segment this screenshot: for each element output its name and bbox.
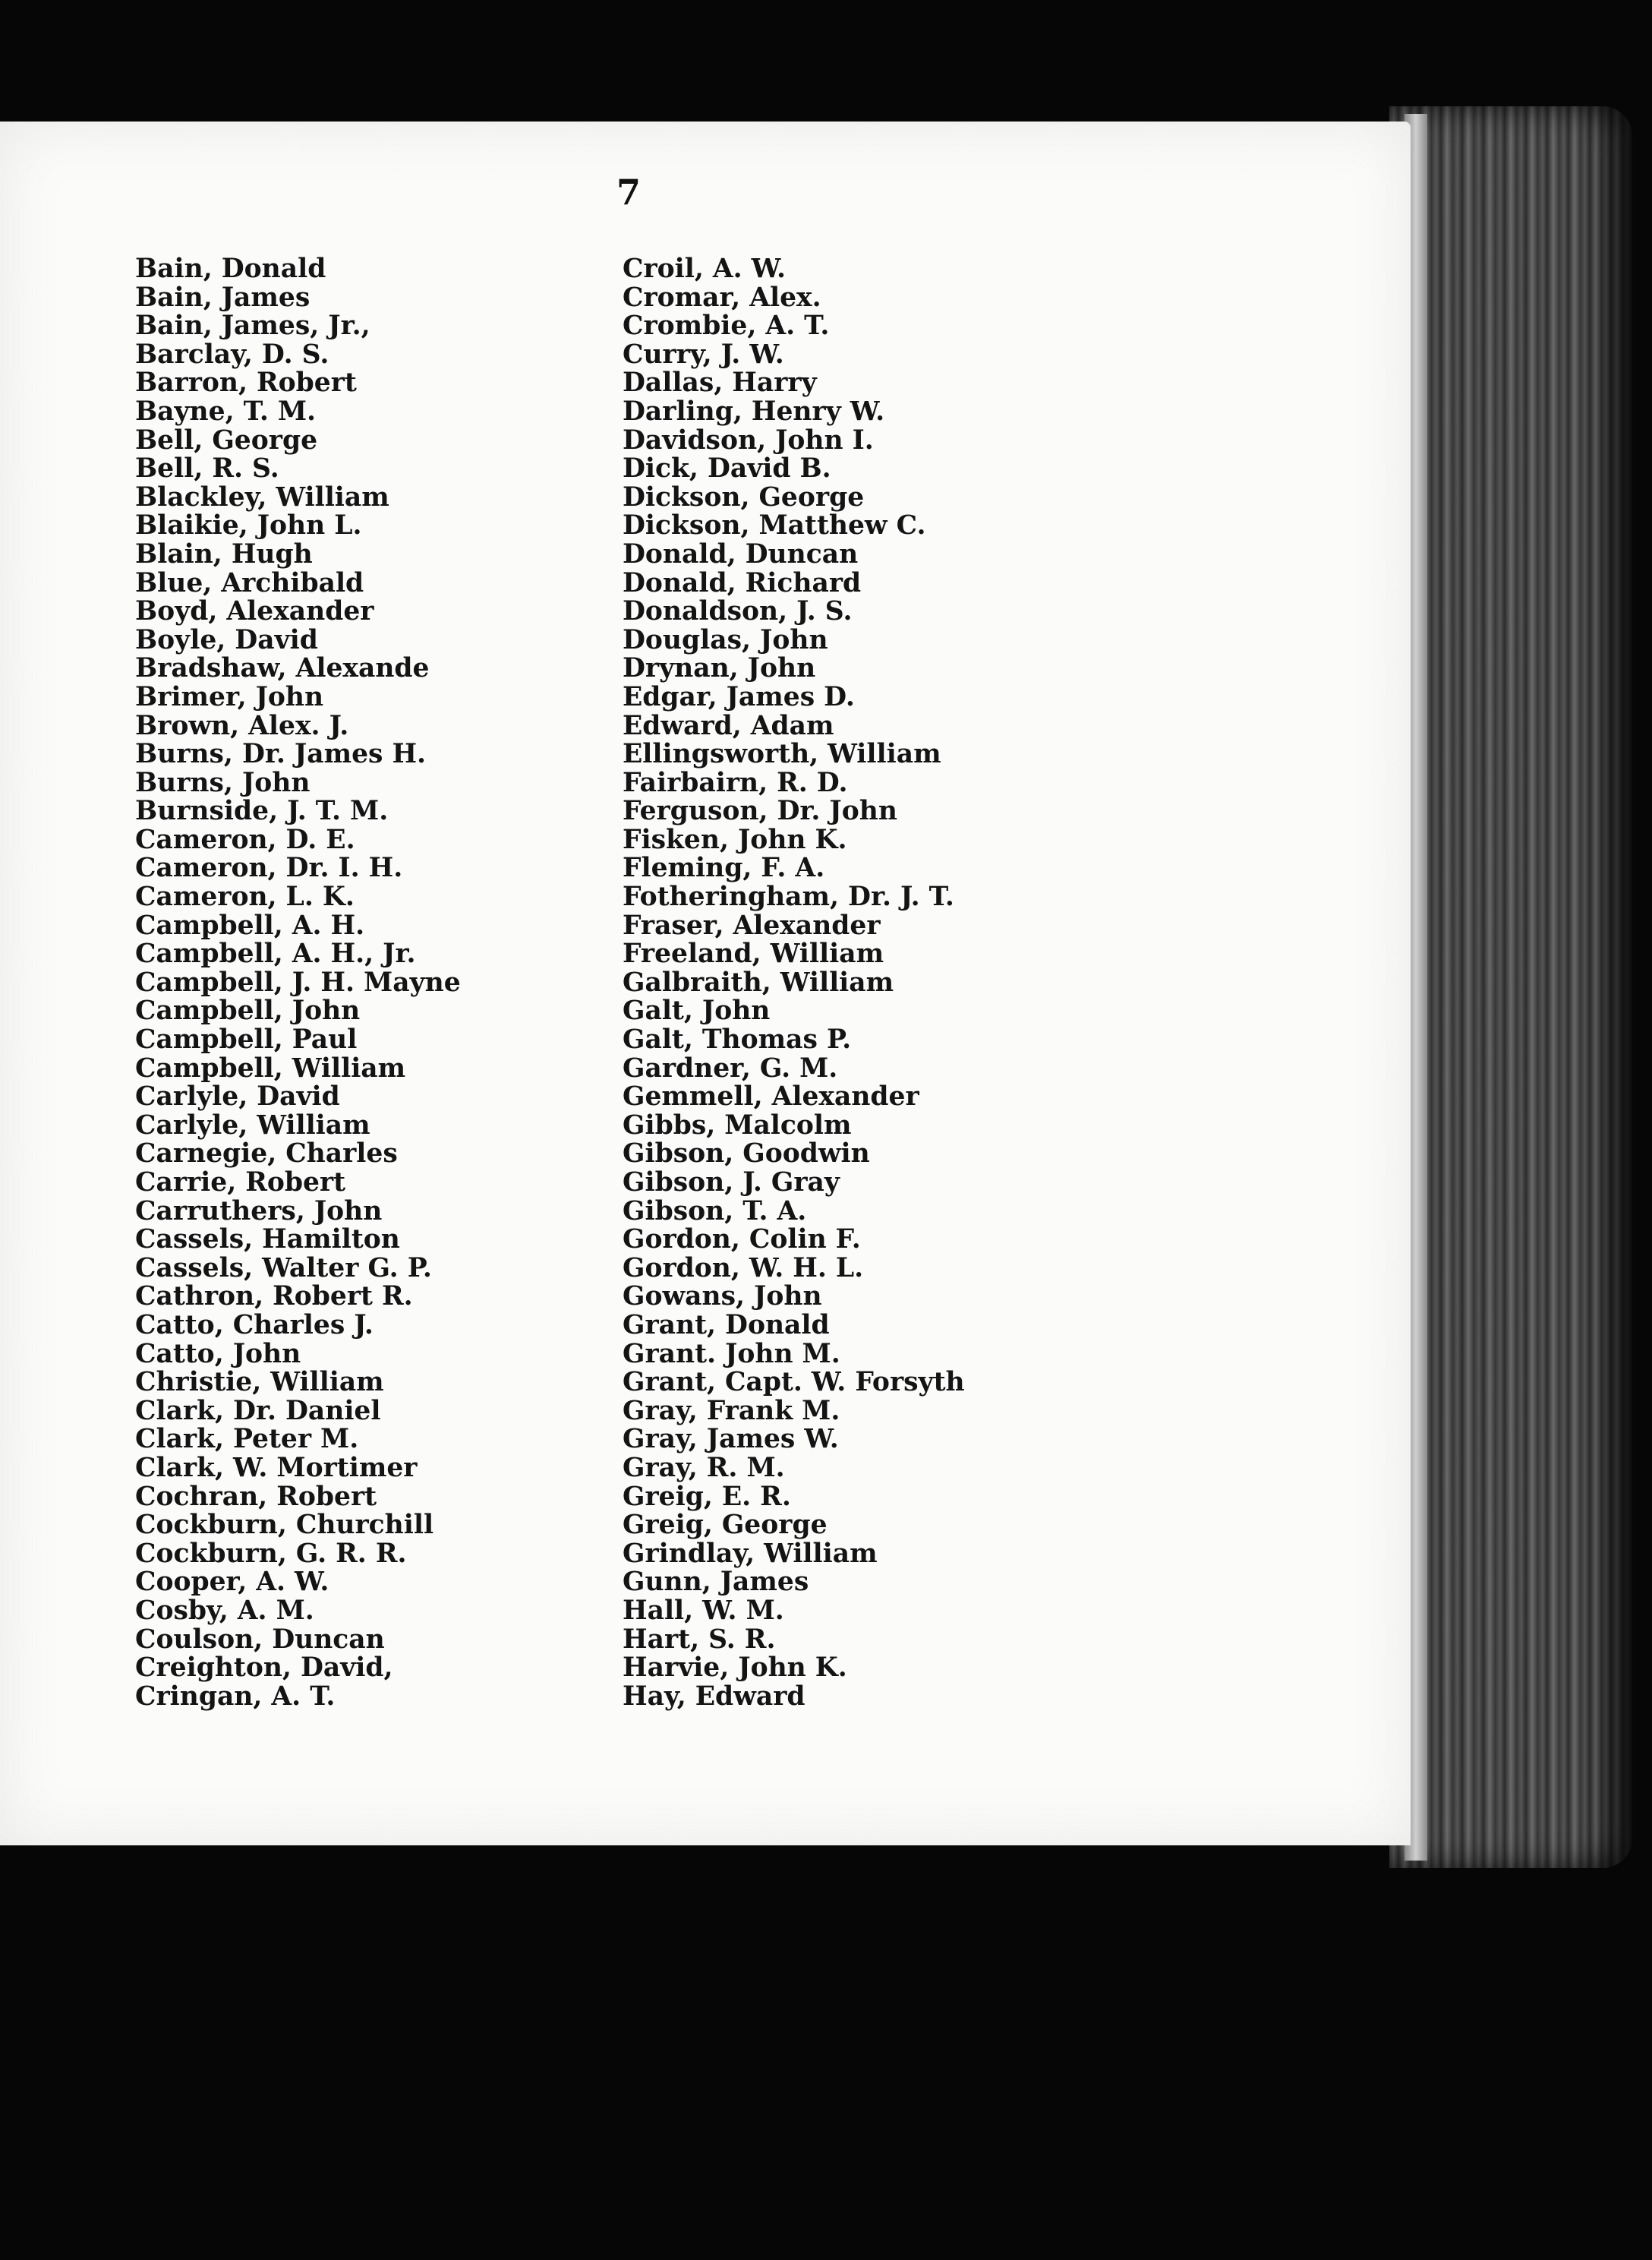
name-entry: Grindlay, William [623, 1538, 878, 1569]
name-entry: Donaldson, J. S. [623, 596, 853, 627]
name-entry: Donald, Duncan [623, 538, 859, 570]
name-entry: Croil, A. W. [623, 254, 787, 284]
name-entry: Fisken, John K. [623, 824, 847, 855]
name-entry: Dickson, George [623, 481, 865, 513]
name-entry: Gemmell, Alexander [623, 1081, 919, 1113]
name-entry: Blain, Hugh [135, 538, 313, 570]
name-entry: Gunn, James [623, 1567, 809, 1598]
name-entry: Clark, Peter M. [135, 1424, 359, 1455]
name-entry: Drynan, John [623, 653, 816, 684]
name-entry: Cockburn, Churchill [135, 1510, 434, 1541]
name-entry: Gibson, Goodwin [623, 1138, 870, 1169]
name-entry: Bayne, T. M. [135, 396, 317, 427]
name-entry: Blaikie, John L. [135, 510, 362, 541]
name-entry: Greig, George [623, 1510, 828, 1541]
name-entry: Galbraith, William [623, 967, 894, 998]
name-entry: Fraser, Alexander [623, 910, 881, 941]
name-entry: Creighton, David, [135, 1652, 393, 1684]
name-entry: Ferguson, Dr. John [623, 796, 897, 827]
page-number: 7 [616, 172, 642, 213]
name-entry: Douglas, John [623, 624, 828, 655]
name-entry: Cromar, Alex. [623, 282, 821, 313]
name-list-right-column [623, 255, 965, 1711]
name-entry: Brown, Alex. J. [135, 710, 349, 741]
name-entry: Grant, Capt. W. Forsyth [623, 1367, 965, 1398]
name-entry: Carlyle, William [135, 1109, 370, 1141]
name-entry: Crombie, A. T. [623, 311, 830, 342]
name-entry: Gordon, W. H. L. [623, 1252, 864, 1283]
name-entry: Dickson, Matthew C. [623, 510, 926, 541]
name-entry: Blackley, William [135, 481, 389, 513]
name-entry: Donald, Richard [623, 567, 862, 598]
name-entry: Gray, R. M. [623, 1452, 785, 1483]
name-entry: Carruthers, John [135, 1195, 383, 1226]
name-entry: Blue, Archibald [135, 567, 364, 598]
name-entry: Clark, W. Mortimer [135, 1452, 418, 1483]
name-entry: Gibbs, Malcolm [623, 1109, 852, 1141]
name-entry: Edward, Adam [623, 710, 834, 741]
name-entry: Curry, J. W. [623, 339, 784, 370]
name-entry: Davidson, John I. [623, 425, 874, 456]
name-entry: Cockburn, G. R. R. [135, 1538, 407, 1569]
name-entry: Campbell, A. H., Jr. [135, 939, 416, 970]
name-entry: Grant, Donald [623, 1309, 830, 1340]
name-entry: Bain, James, Jr., [135, 311, 370, 342]
name-entry: Fotheringham, Dr. J. T. [623, 882, 954, 913]
name-entry: Barron, Robert [135, 368, 357, 399]
name-entry: Brimer, John [135, 681, 324, 712]
name-entry: Burns, John [135, 767, 311, 798]
name-entry: Cochran, Robert [135, 1481, 377, 1512]
name-entry: Freeland, William [623, 939, 884, 970]
name-entry: Bain, James [135, 282, 311, 313]
name-entry: Gray, James W. [623, 1424, 839, 1455]
name-entry: Gardner, G. M. [623, 1053, 838, 1084]
name-entry: Clark, Dr. Daniel [135, 1395, 381, 1426]
name-entry: Cassels, Hamilton [135, 1224, 400, 1255]
name-entry: Harvie, John K. [623, 1652, 847, 1684]
name-entry: Burns, Dr. James H. [135, 739, 427, 770]
name-list-left-column [135, 255, 461, 1711]
name-entry: Hay, Edward [623, 1681, 806, 1712]
name-entry: Hall, W. M. [623, 1595, 784, 1626]
name-entry: Darling, Henry W. [623, 396, 885, 427]
name-entry: Cameron, L. K. [135, 882, 355, 913]
name-entry: Catto, Charles J. [135, 1309, 374, 1340]
name-entry: Edgar, James D. [623, 681, 855, 712]
name-entry: Dick, David B. [623, 453, 831, 485]
name-entry: Carlyle, David [135, 1081, 340, 1113]
name-entry: Grant. John M. [623, 1338, 840, 1369]
name-entry: Hart, S. R. [623, 1624, 776, 1655]
name-entry: Campbell, John [135, 996, 361, 1027]
name-entry: Cassels, Walter G. P. [135, 1252, 432, 1283]
name-entry: Campbell, J. H. Mayne [135, 967, 461, 998]
name-entry: Fleming, F. A. [623, 853, 825, 884]
name-entry: Cosby, A. M. [135, 1595, 314, 1626]
name-entry: Galt, John [623, 996, 771, 1027]
name-entry: Dallas, Harry [623, 368, 817, 399]
name-entry: Galt, Thomas P. [623, 1024, 852, 1056]
name-entry: Gibson, T. A. [623, 1195, 807, 1226]
name-entry: Christie, William [135, 1367, 384, 1398]
name-entry: Coulson, Duncan [135, 1624, 385, 1655]
name-entry: Bradshaw, Alexande [135, 653, 430, 684]
name-entry: Campbell, William [135, 1053, 406, 1084]
name-entry: Campbell, A. H. [135, 910, 365, 941]
name-entry: Ellingsworth, William [623, 739, 941, 770]
name-entry: Cameron, D. E. [135, 824, 355, 855]
name-entry: Carrie, Robert [135, 1167, 346, 1198]
name-entry: Bell, R. S. [135, 453, 279, 485]
name-entry: Cameron, Dr. I. H. [135, 853, 403, 884]
name-entry: Burnside, J. T. M. [135, 796, 389, 827]
name-entry: Barclay, D. S. [135, 339, 329, 370]
name-entry: Gordon, Colin F. [623, 1224, 861, 1255]
name-entry: Cathron, Robert R. [135, 1281, 413, 1312]
name-entry: Carnegie, Charles [135, 1138, 398, 1169]
name-entry: Gowans, John [623, 1281, 822, 1312]
name-entry: Gray, Frank M. [623, 1395, 840, 1426]
name-entry: Gibson, J. Gray [623, 1167, 840, 1198]
name-entry: Cringan, A. T. [135, 1681, 336, 1712]
name-entry: Fairbairn, R. D. [623, 767, 848, 798]
name-entry: Greig, E. R. [623, 1481, 791, 1512]
name-entry: Bain, Donald [135, 254, 326, 284]
name-entry: Catto, John [135, 1338, 301, 1369]
name-entry: Campbell, Paul [135, 1024, 358, 1056]
name-entry: Cooper, A. W. [135, 1567, 329, 1598]
name-entry: Boyd, Alexander [135, 596, 374, 627]
name-entry: Bell, George [135, 425, 318, 456]
name-entry: Boyle, David [135, 624, 318, 655]
